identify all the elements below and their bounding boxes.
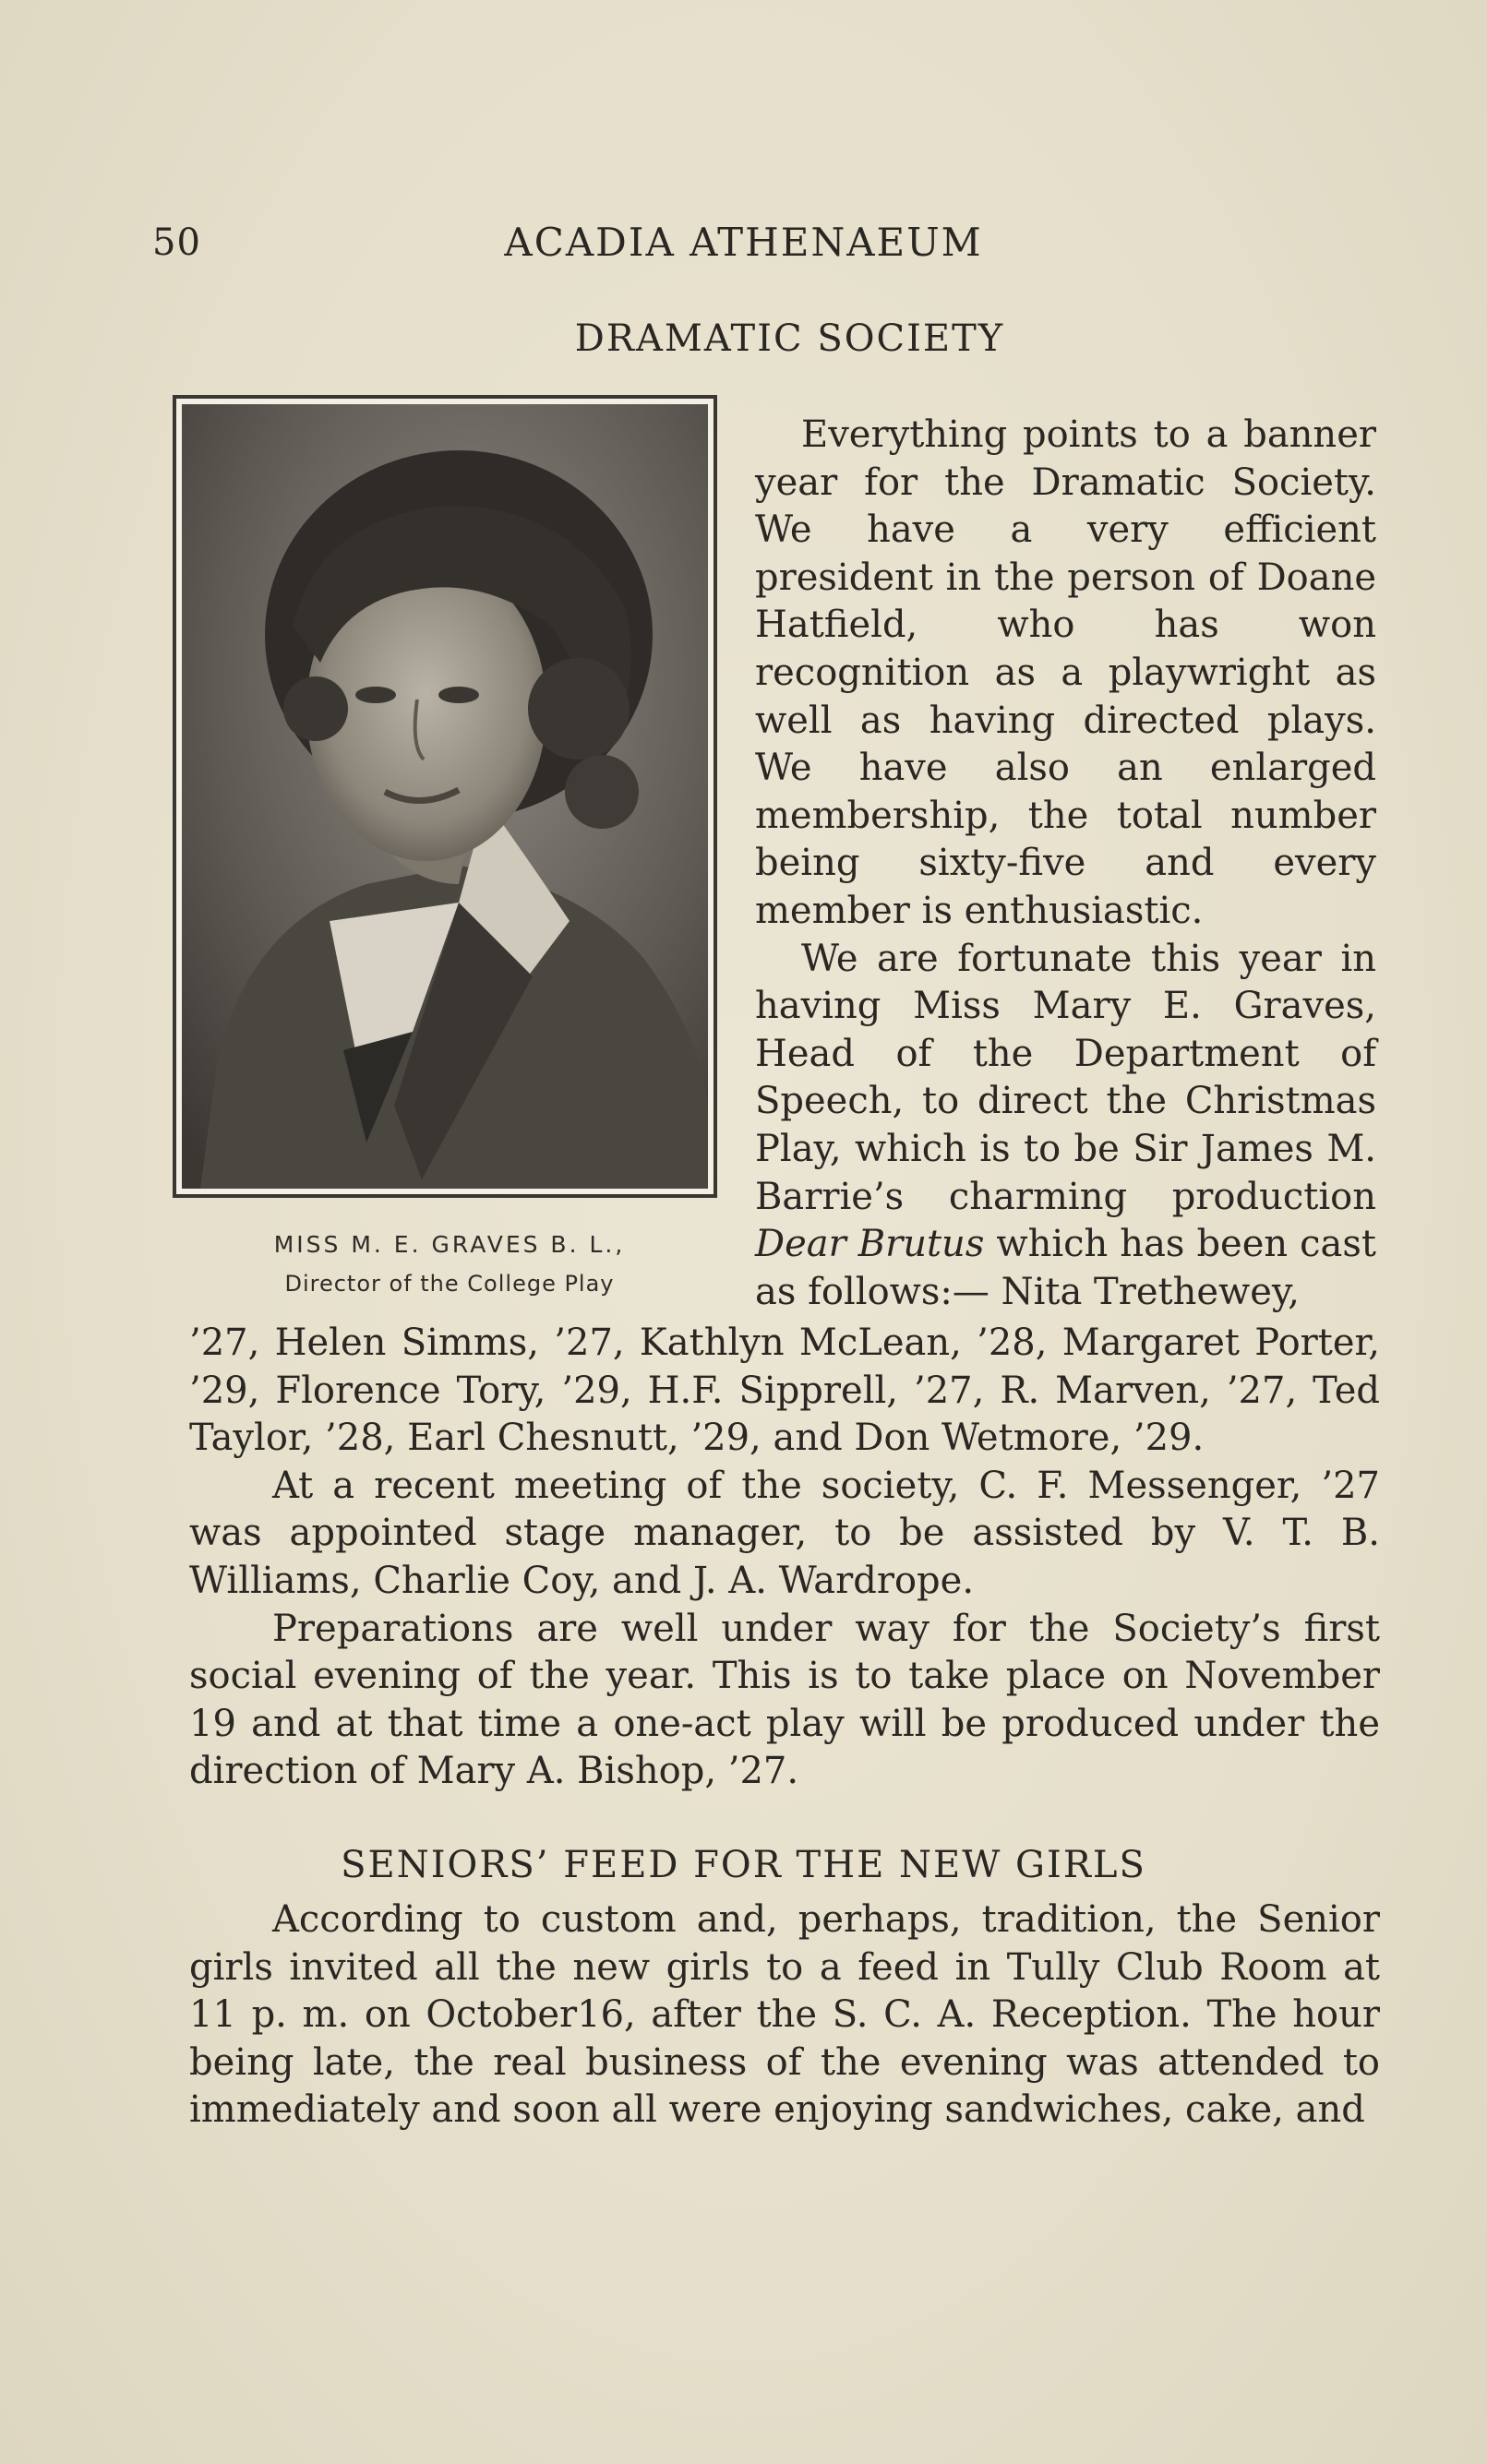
paragraph-text: which has been cast as follows:— Nita Trethewey, <box>755 1223 1376 1313</box>
paragraph <box>755 936 1376 1317</box>
paragraph: Everything points to a banner year for the Dramatic Society. We have a very efficient president in the person of Doane Hatfield, who has won recognition as a playwright as well as having directed plays. We have also an enlarged membership, the total number being sixty-five and every member is enthusiastic. <box>755 413 1376 932</box>
play-title: Dear Brutus <box>755 1223 985 1266</box>
section-title-dramatic-society: DRAMATIC SOCIETY <box>574 317 1005 360</box>
paragraph-continuation: ’27, Helen Simms, ’27, Kathlyn McLean, ’28, Margaret Porter, ’29, Florence Tory, ’29, H.F. Sipprell, ’27, R. Marven, ’27, Ted Taylor, ’28, Earl Chesnutt, ’29, and Don Wetmore, ’29. <box>189 1322 1380 1460</box>
photo-caption-name: MISS M. E. GRAVES B. L., <box>273 1231 626 1258</box>
running-head: ACADIA ATHENAEUM <box>504 220 983 265</box>
page-number: 50 <box>152 221 201 264</box>
paragraph-text: We are fortunate this year in having Miss Mary E. Graves, Head of the Department of Speech, to direct the Christmas Play, which is to be Sir James M. Barrie’s charming production <box>755 937 1376 1218</box>
full-width-text <box>189 1320 1380 1796</box>
paragraph: At a recent meeting of the society, C. F. Messenger, ’27 was appointed stage manager, to be assisted by V. T. B. Williams, Charlie Coy, and J. A. Wardrope. <box>189 1464 1380 1602</box>
paragraph: Preparations are well under way for the Society’s first social evening of the year. This is to take place on November 19 and at that time a one-act play will be produced under the direction of Mary A. Bishop, ’27. <box>189 1607 1380 1793</box>
portrait-image <box>182 404 708 1189</box>
photo-caption-role: Director of the College Play <box>284 1271 615 1297</box>
column-text <box>755 412 1376 1316</box>
full-width-text <box>189 1896 1380 2135</box>
section-title-seniors-feed: SENIORS’ FEED FOR THE NEW GIRLS <box>341 1844 1146 1886</box>
paragraph: According to custom and, perhaps, tradition, the Senior girls invited all the new girls to a feed in Tully Club Room at 11 p. m. on October16, after the S. C. A. Reception. The hour being late, the real business of the evening was attended to immediately and soon all were enjoying sandwiches, cake, and <box>189 1898 1380 2132</box>
portrait-photo <box>173 395 717 1198</box>
